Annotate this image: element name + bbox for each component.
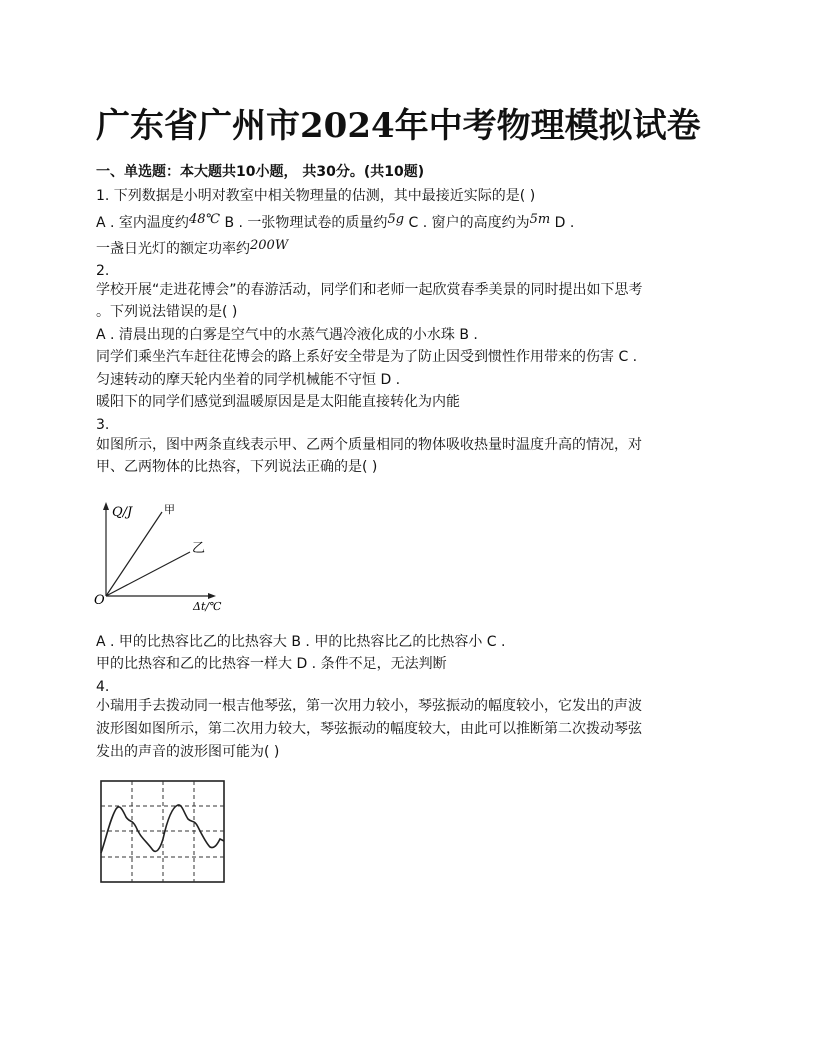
y-axis-label: Q/J — [112, 505, 133, 520]
origin-label: O — [94, 593, 105, 608]
q1-option-d-row — [96, 240, 288, 259]
q2-number: 2. — [96, 263, 110, 279]
q2-option-d: 暖阳下的同学们感觉到温暖原因是是太阳能直接转化为内能 — [96, 394, 460, 410]
q1-options-row — [96, 214, 574, 233]
section-header: 一、单选题：本大题共10小题， 共30分。(共10题) — [96, 164, 425, 180]
q1-option-a: A . 室内温度约 — [96, 215, 189, 231]
q3-options-1: A . 甲的比热容比乙的比热容大 B . 甲的比热容比乙的比热容小 C . — [96, 634, 506, 650]
q4-stem-2: 波形图如图所示，第二次用力较大，琴弦振动的幅度较大，由此可以推断第二次拨动琴弦 — [96, 721, 642, 737]
q4-stem-3: 发出的声音的波形图可能为( ) — [96, 744, 280, 760]
line-yi — [106, 552, 190, 596]
q4-waveform-figure — [98, 779, 228, 885]
q3-stem-2: 甲、乙两物体的比热容，下列说法正确的是( ) — [96, 459, 378, 475]
q1-option-b: B . 一张物理试卷的质量约 — [220, 215, 388, 231]
q1-option-d-value: 200W — [250, 238, 289, 253]
oscilloscope-grid — [101, 781, 224, 882]
page-title: 广东省广州市2024年中考物理模拟试卷 — [96, 106, 701, 146]
q2-option-a: A . 清晨出现的白雾是空气中的水蒸气遇冷液化成的小水珠 B . — [96, 327, 478, 343]
q3-number: 3. — [96, 417, 110, 433]
q1-option-d-label: D . — [550, 215, 575, 231]
q3-stem-1: 如图所示，图中两条直线表示甲、乙两个质量相同的物体吸收热量时温度升高的情况，对 — [96, 437, 642, 453]
x-axis-label: Δt/℃ — [193, 600, 222, 613]
line-jia — [106, 512, 162, 596]
q2-option-b: 同学们乘坐汽车赶往花博会的路上系好安全带是为了防止因受到惯性作用带来的伤害 C . — [96, 349, 638, 365]
q4-number: 4. — [96, 679, 110, 695]
q1-option-d: 一盏日光灯的额定功率约 — [96, 241, 250, 257]
q2-stem-2: 。下列说法错误的是( ) — [96, 304, 238, 320]
line-jia-label: 甲 — [164, 503, 175, 516]
q1-option-a-value: 48℃ — [188, 212, 221, 227]
q2-option-c: 匀速转动的摩天轮内坐着的同学机械能不守恒 D . — [96, 372, 401, 388]
q3-options-2: 甲的比热容和乙的比热容一样大 D . 条件不足，无法判断 — [96, 656, 447, 672]
q4-stem-1: 小瑞用手去拨动同一根吉他琴弦，第一次用力较小，琴弦振动的幅度较小，它发出的声波 — [96, 698, 642, 714]
y-axis-arrow-icon — [103, 502, 109, 510]
q2-stem-1: 学校开展“走进花博会”的春游活动，同学们和老师一起欣赏春季美景的同时提出如下思考 — [96, 282, 643, 298]
q1-option-c-value: 5m — [529, 212, 551, 227]
q1-option-b-value: 5g — [387, 212, 405, 227]
line-yi-label: 乙 — [192, 541, 206, 556]
x-axis-arrow-icon — [208, 593, 216, 599]
q3-heat-graph — [92, 496, 242, 618]
q1-stem: 1. 下列数据是小明对教室中相关物理量的估测，其中最接近实际的是( ) — [96, 188, 536, 204]
q1-option-c: C . 窗户的高度约为 — [404, 215, 530, 231]
